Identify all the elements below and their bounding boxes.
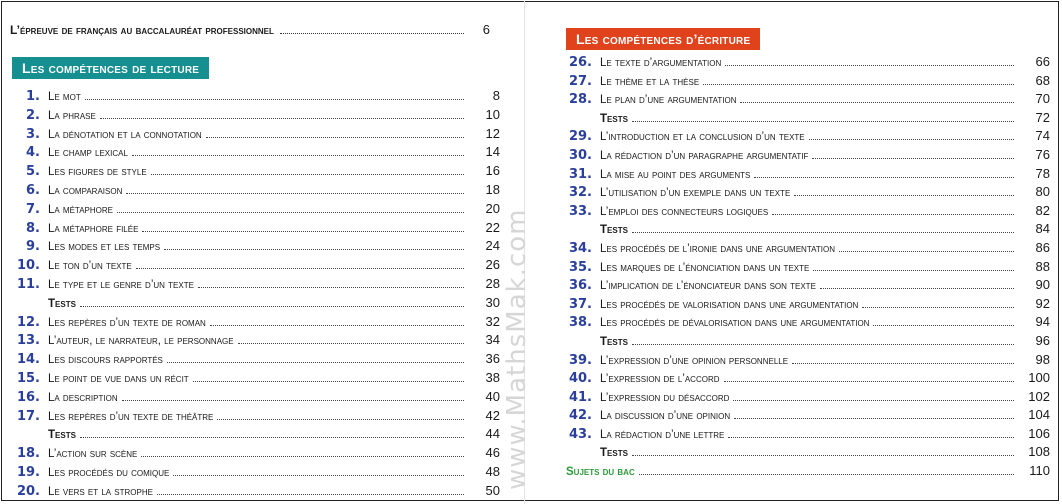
toc-tests-row[interactable]	[560, 110, 1050, 129]
toc-title: L’utilisation d’un exemple dans un texte	[600, 187, 791, 200]
toc-title: La métaphore filée	[48, 222, 139, 235]
toc-number: 16.	[16, 389, 40, 405]
leader-dots	[141, 456, 464, 457]
toc-title: Le point de vue dans un récit	[48, 372, 189, 385]
toc-tests-row[interactable]	[10, 426, 500, 445]
toc-number: 19.	[16, 464, 40, 480]
leader-dots	[100, 118, 464, 119]
toc-page-number: 80	[1035, 184, 1050, 200]
toc-title: L’action sur scène	[48, 448, 138, 461]
toc-title: La rédaction d’un paragraphe argumentatif	[600, 149, 809, 162]
toc-list-lecture	[10, 88, 500, 502]
toc-row[interactable]	[10, 276, 500, 295]
toc-row[interactable]	[560, 277, 1050, 296]
toc-title: Tests	[600, 112, 628, 125]
leader-dots	[740, 102, 1014, 103]
toc-number: 41.	[568, 389, 592, 405]
toc-number: 15.	[16, 370, 40, 386]
toc-page-number: 36	[485, 351, 500, 367]
toc-title: L’introduction et la conclusion d’un texte	[600, 131, 805, 144]
leader-dots	[794, 195, 1014, 196]
leader-dots	[206, 137, 464, 138]
toc-tests-row[interactable]	[10, 295, 500, 314]
toc-title: Le texte d’argumentation	[600, 57, 722, 69]
toc-title: La dénotation et la connotation	[48, 128, 202, 141]
toc-number: 6.	[26, 182, 40, 198]
leader-dots	[80, 306, 464, 307]
toc-row[interactable]	[10, 408, 500, 427]
toc-row[interactable]	[560, 389, 1050, 408]
leader-dots	[122, 400, 464, 401]
toc-page-number: 50	[485, 482, 500, 498]
toc-row[interactable]	[560, 352, 1050, 371]
toc-number: 28.	[568, 92, 592, 108]
toc-page-number: 106	[1028, 425, 1050, 441]
toc-page-number: 102	[1028, 388, 1050, 404]
leader-dots	[198, 287, 464, 288]
leader-dots	[862, 307, 1014, 308]
toc-row[interactable]	[10, 483, 500, 502]
toc-row[interactable]	[10, 107, 500, 126]
toc-number: 30.	[568, 147, 592, 163]
toc-page-number: 38	[485, 369, 500, 385]
toc-row[interactable]	[560, 91, 1050, 110]
toc-row[interactable]	[560, 184, 1050, 203]
toc-page-number: 72	[1035, 109, 1050, 125]
toc-title: Tests	[600, 224, 628, 237]
toc-title: Les procédés du comique	[48, 466, 170, 479]
toc-number: 14.	[16, 352, 40, 368]
toc-page-number: 12	[485, 125, 500, 141]
toc-title: Le vers et la strophe	[48, 485, 153, 498]
toc-number: 20.	[16, 483, 40, 499]
toc-number: 17.	[16, 408, 40, 424]
leader-dots	[238, 343, 464, 344]
toc-title: Les discours rapportés	[48, 354, 163, 367]
leader-dots	[632, 455, 1014, 456]
toc-page-number: 48	[485, 463, 500, 479]
toc-number: 37.	[568, 296, 592, 312]
watermark-text: www.MathsMak.com	[502, 208, 532, 490]
toc-page-number: 94	[1035, 314, 1050, 330]
toc-page-number: 16	[485, 163, 500, 179]
toc-list-ecriture	[560, 54, 1050, 482]
toc-title: Tests	[48, 429, 76, 442]
toc-title: Les procédés de l’ironie dans une argumentation	[600, 242, 835, 255]
toc-page-number: 74	[1035, 128, 1050, 144]
toc-title: La rédaction d’une lettre	[600, 428, 725, 441]
leader-dots	[173, 475, 464, 476]
toc-title: L’expression d’une opinion personnelle	[600, 354, 789, 367]
toc-page-number: 90	[1035, 277, 1050, 293]
toc-bac-row[interactable]	[560, 463, 1050, 482]
leader-dots	[85, 99, 464, 100]
toc-row[interactable]	[560, 407, 1050, 426]
toc-row[interactable]	[10, 332, 500, 351]
leader-dots	[136, 268, 464, 269]
toc-page-number: 86	[1035, 239, 1050, 255]
toc-page-number: 108	[1028, 444, 1050, 460]
leader-dots	[733, 400, 1014, 401]
toc-row[interactable]	[560, 166, 1050, 185]
toc-page-number: 104	[1028, 407, 1050, 423]
leader-dots	[725, 65, 1014, 66]
leader-dots	[820, 288, 1014, 289]
toc-number: 5.	[26, 164, 40, 180]
toc-number: 43.	[568, 426, 592, 442]
toc-number: 8.	[26, 220, 40, 236]
toc-number: 9.	[26, 239, 40, 255]
leader-dots	[217, 419, 464, 420]
toc-page-number: 66	[1035, 54, 1050, 69]
toc-row[interactable]	[10, 88, 500, 107]
toc-number: 11.	[16, 276, 40, 292]
toc-number: 35.	[568, 259, 592, 275]
toc-title: Tests	[48, 297, 76, 310]
toc-row[interactable]	[560, 370, 1050, 389]
toc-number: 38.	[568, 315, 592, 331]
toc-page-number: 110	[1029, 463, 1050, 479]
toc-number: 31.	[568, 166, 592, 182]
toc-page-number: 44	[485, 426, 500, 442]
toc-title: Le thème et la thèse	[600, 75, 700, 88]
toc-page-number: 40	[485, 388, 500, 404]
section-heading-lecture: Les compétences de lecture	[12, 57, 209, 79]
leader-dots	[164, 249, 464, 250]
toc-title: Les modes et les temps	[48, 241, 161, 254]
toc-row[interactable]	[10, 201, 500, 220]
toc-tests-row[interactable]	[560, 333, 1050, 352]
leader-dots	[703, 84, 1014, 85]
toc-page-number: 96	[1035, 332, 1050, 348]
toc-title: Le champ lexical	[48, 147, 128, 160]
toc-page-number: 8	[492, 88, 500, 103]
toc-title: Le ton d’un texte	[48, 260, 132, 273]
toc-row[interactable]	[560, 73, 1050, 92]
toc-title: L’auteur, le narrateur, le personnage	[48, 335, 234, 348]
toc-row[interactable]	[10, 220, 500, 239]
toc-title: L’emploi des connecteurs logiques	[600, 205, 769, 218]
leader-dots	[632, 232, 1014, 233]
toc-title: Tests	[600, 335, 628, 348]
toc-row[interactable]	[10, 445, 500, 464]
toc-title: Les marques de l’énonciation dans un texte	[600, 261, 810, 274]
toc-page-number: 46	[485, 445, 500, 461]
leader-dots	[210, 325, 464, 326]
toc-tests-row[interactable]	[560, 221, 1050, 240]
toc-row[interactable]	[560, 296, 1050, 315]
toc-page-number: 70	[1035, 91, 1050, 107]
toc-number: 12.	[16, 314, 40, 330]
toc-number: 34.	[568, 240, 592, 256]
toc-number: 26.	[568, 55, 592, 70]
toc-number: 32.	[568, 185, 592, 201]
toc-row[interactable]	[560, 426, 1050, 445]
toc-title: La phrase	[48, 109, 96, 122]
toc-title: Les repères d’un texte de roman	[48, 316, 206, 329]
toc-title: Tests	[600, 447, 628, 460]
toc-title: L’expression du désaccord	[600, 391, 730, 404]
toc-title: La comparaison	[48, 184, 123, 197]
toc-page-number: 26	[485, 257, 500, 273]
toc-number: 3.	[26, 126, 40, 142]
toc-title: Sujets du bac	[566, 466, 635, 479]
leader-dots	[792, 363, 1014, 364]
toc-title: Le type et le genre d’un texte	[48, 278, 194, 291]
leader-dots	[132, 155, 464, 156]
intro-title: L’épreuve de français au baccalauréat professionnel	[10, 23, 274, 37]
toc-number: 10.	[16, 258, 40, 274]
leader-dots	[754, 177, 1014, 178]
toc-tests-row[interactable]	[560, 444, 1050, 463]
leader-dots	[632, 344, 1014, 345]
toc-number: 36.	[568, 278, 592, 294]
toc-page-number: 76	[1035, 146, 1050, 162]
toc-row[interactable]	[560, 314, 1050, 333]
toc-row[interactable]	[560, 203, 1050, 222]
toc-title: L’implication de l’énonciateur dans son texte	[600, 280, 816, 293]
leader-dots	[167, 362, 464, 363]
leader-dots	[80, 437, 464, 438]
toc-page-number: 78	[1035, 165, 1050, 181]
toc-page-number: 34	[485, 332, 500, 348]
toc-number: 42.	[568, 408, 592, 424]
toc-title: Les repères d’un texte de théâtre	[48, 410, 214, 423]
leader-dots	[813, 270, 1014, 271]
toc-page-number: 100	[1028, 370, 1050, 386]
leader-dots	[772, 214, 1014, 215]
toc-page-number: 82	[1035, 202, 1050, 218]
leader-dots	[809, 139, 1014, 140]
toc-page-number: 32	[485, 313, 500, 329]
leader-dots	[728, 437, 1014, 438]
leader-dots	[632, 121, 1014, 122]
toc-title: L’expression de l’accord	[600, 373, 720, 386]
toc-title: Le plan d’une argumentation	[600, 94, 737, 107]
toc-title: La description	[48, 391, 118, 404]
leader-dots	[193, 381, 464, 382]
toc-number: 13.	[16, 333, 40, 349]
leader-dots	[873, 325, 1014, 326]
leader-dots	[117, 212, 464, 213]
toc-row[interactable]	[10, 238, 500, 257]
toc-page-number: 92	[1035, 295, 1050, 311]
toc-title: Le mot	[48, 91, 81, 103]
intro-page: 6	[482, 22, 490, 37]
toc-title: La discussion d’une opinion	[600, 410, 731, 423]
toc-title: La métaphore	[48, 203, 114, 216]
toc-number: 27.	[568, 73, 592, 89]
toc-row[interactable]	[10, 314, 500, 333]
toc-page-number: 24	[485, 238, 500, 254]
toc-title: Les procédés de valorisation dans une argumentation	[600, 298, 859, 311]
toc-row[interactable]	[560, 240, 1050, 259]
toc-row[interactable]	[560, 147, 1050, 166]
toc-page-number: 30	[485, 294, 500, 310]
toc-page-number: 14	[485, 144, 500, 160]
toc-number: 1.	[26, 89, 40, 104]
toc-page-number: 84	[1035, 221, 1050, 237]
toc-page-number: 10	[485, 106, 500, 122]
leader-dots	[142, 231, 464, 232]
toc-page-number: 98	[1035, 351, 1050, 367]
leader-dots	[157, 494, 464, 495]
toc-intro-row[interactable]	[10, 22, 490, 37]
toc-number: 40.	[568, 371, 592, 387]
toc-row[interactable]	[10, 182, 500, 201]
leader-dots	[639, 474, 1014, 475]
toc-number: 7.	[26, 201, 40, 217]
leader-dots	[126, 193, 464, 194]
toc-row[interactable]	[10, 389, 500, 408]
leader-dots	[812, 158, 1014, 159]
toc-row[interactable]	[10, 370, 500, 389]
toc-number: 2.	[26, 107, 40, 123]
leader-dots	[280, 33, 464, 34]
toc-page-number: 18	[485, 181, 500, 197]
toc-row[interactable]	[10, 126, 500, 145]
toc-title: Les procédés de dévalorisation dans une argumentation	[600, 317, 870, 330]
toc-row[interactable]	[560, 54, 1050, 73]
toc-page-number: 20	[485, 200, 500, 216]
toc-title: La mise au point des arguments	[600, 168, 751, 181]
toc-page-number: 88	[1035, 258, 1050, 274]
section-heading-ecriture: Les compétences d’écriture	[566, 28, 760, 50]
toc-number: 39.	[568, 352, 592, 368]
toc-row[interactable]	[10, 464, 500, 483]
toc-row[interactable]	[10, 351, 500, 370]
toc-row[interactable]	[560, 259, 1050, 278]
toc-number: 18.	[16, 446, 40, 462]
leader-dots	[724, 381, 1014, 382]
toc-row[interactable]	[10, 163, 500, 182]
toc-number: 29.	[568, 129, 592, 145]
toc-row[interactable]	[10, 144, 500, 163]
toc-page-number: 22	[485, 219, 500, 235]
leader-dots	[734, 418, 1014, 419]
toc-row[interactable]	[560, 128, 1050, 147]
toc-row[interactable]	[10, 257, 500, 276]
leader-dots	[151, 174, 464, 175]
toc-number: 4.	[26, 145, 40, 161]
leader-dots	[839, 251, 1014, 252]
toc-title: Les figures de style	[48, 166, 147, 179]
toc-page-number: 42	[485, 407, 500, 423]
toc-number: 33.	[568, 203, 592, 219]
toc-page-number: 28	[485, 275, 500, 291]
toc-page-number: 68	[1035, 72, 1050, 88]
